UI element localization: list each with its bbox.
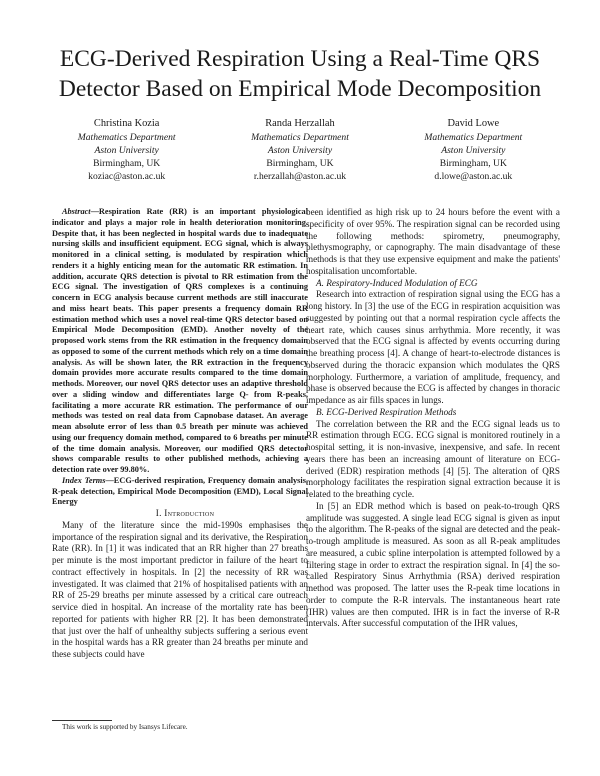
author-2	[251, 117, 349, 183]
author-email: r.herzallah@aston.ac.uk	[253, 171, 347, 182]
author-department: Mathematics Department	[77, 132, 176, 143]
footnote: This work is supported by Isansys Lifecare.	[62, 723, 188, 731]
author-email: d.lowe@aston.ac.uk	[434, 171, 513, 182]
subsection-heading-b: B. ECG-Derived Respiration Methods	[316, 406, 457, 417]
author-department: Mathematics Department	[251, 132, 349, 143]
section-title: Introduction	[164, 508, 215, 518]
left-column	[52, 207, 308, 661]
intro-paragraph: Many of the literature since the mid-1990s emphasises the importance of the respiration signal and its derivative, the Respiration Rate (RR). In [1] it was indicated that an RR higher than 27 breaths per minute is the most important predictor in failure of the heart to contract effectively in hospitals. In [2] the necessity of RR was investigated. It was claimed that 21% of hospitalised patients with an RR of 25-29 breaths per minute assessed by a critical care outreach service died in hospital. An increase of the mortality rate has been reported for patients with higher RR [2]. It has been demonstrated that just over the half of unhealthy subjects suffering a serious event in the hospital wards has a RR greater than 24 breaths per minute and these subjects could have	[52, 519, 308, 659]
author-1	[78, 117, 176, 183]
index-terms-text: —ECG-derived respiration, Frequency domain analysis, R-peak detection, Empirical Mode Decomposition (EMD), Local Signal Energy	[52, 475, 309, 507]
abstract-text: —Respiration Rate (RR) is an important physiological indicator and plays a major role in health deterioration monitoring. Despite that, it has been neglected in hospital wards due to inadequate nursing skills and insufficient equipment. ECG signal, which is always monitored in a clinical setting, is modulated by respiration which renders it a highly enticing mean for the automatic RR estimation. In addition, accurate QRS detection is pivotal to RR estimation from the ECG signal. The investigation of QRS complexes is a continuing concern in ECG analysis because current methods are still inaccurate and miss heart beats. This paper presents a frequency domain RR estimation method which uses a novel real-time QRS detector based on Empirical Mode Decomposition (EMD). Another novelty of the proposed work stems from the RR estimation in the frequency domain as opposed to some of the current methods which rely on a time domain analysis. As will be shown later, the RR extraction in the frequency domain provides more accurate results compared to the time domain methods. Moreover, our novel QRS detector uses an adaptive threshold over a sliding window and differentiates large Q- from R-peaks, facilitating a more accurate RR estimation. The performance of our methods was tested on real data from Capnobase dataset. An average mean absolute error of less than 0.5 breath per minute was achieved using our frequency domain method, compared to 6 breaths per minute of the time domain analysis. Moreover, our modified QRS detector shows comparable results to other published methods, achieving a detection rate over 99.80%.	[52, 207, 308, 474]
author-city: Birmingham, UK	[266, 158, 334, 169]
author-3	[424, 117, 522, 183]
section-heading-introduction	[52, 508, 308, 520]
right-column	[306, 207, 560, 630]
abstract	[52, 207, 308, 476]
author-university: Aston University	[94, 145, 159, 156]
author-name: David Lowe	[447, 118, 500, 129]
index-terms-label: Index Terms	[62, 475, 106, 485]
continued-paragraph: been identified as high risk up to 24 hours before the event with a specificity of over 95%. The respiration signal can be recorded using the following methods: spirometry, pneumography, plethysmography, or capnography. The main disadvantage of these methods is that they use expensive equipment and make the patients' hospitalisation uncomfortable.	[306, 207, 560, 276]
subsection-b-paragraph-2: In [5] an EDR method which is based on peak-to-trough QRS amplitude was suggested. A single lead ECG signal is given as input to the algorithm. The R-peaks of the signal are detected and the peak-to-trough amplitude is measured. As soon as all R-peak amplitudes are measured, a cubic spline interpolation is attempted followed by a filtering stage in order to extract the respiration signal. In [4] the so-called Respiratory Sinus Arrhythmia (RSA) derived respiration method was proposed. The latter uses the R-peak time locations in order to compute the R-R intervals. The instantaneous heart rate (IHR) values are then computed. IHR is in fact the inverse of R-R intervals. After successful computation of the IHR values,	[306, 500, 560, 629]
abstract-label: Abstract	[62, 207, 91, 216]
footnote-rule	[52, 720, 112, 721]
subsection-heading-a: A. Respiratory-Induced Modulation of ECG	[316, 277, 478, 288]
section-number: I.	[155, 508, 165, 518]
author-city: Birmingham, UK	[93, 158, 161, 169]
author-department: Mathematics Department	[424, 132, 523, 143]
author-university: Aston University	[441, 145, 506, 156]
paper-title: ECG-Derived Respiration Using a Real-Time QRS Detector Based on Empirical Mode Decomposition	[58, 46, 542, 102]
author-email: koziac@aston.ac.uk	[88, 171, 166, 182]
author-name: Christina Kozia	[93, 118, 160, 129]
author-block	[40, 117, 560, 183]
author-city: Birmingham, UK	[439, 158, 507, 169]
subsection-a-paragraph: Research into extraction of respiration signal using the ECG has a long history. In [3] the use of the ECG in respiration acquisition was suggested by pointing out that a normal respiration cycle affects the heart rate, which causes sinus arrhythmia. More recently, it was observed that the ECG signal is affected by events occurring during the breathing process [4]. A change of heart-to-electrode distances is observed during the thoracic expansion which modulates the QRS morphology. Furthermore, a variation of amplitude, frequency, and phase is observed because the ECG is affected by changes in thoracic impedance as air fills spaces in lungs.	[306, 289, 560, 405]
author-name: Randa Herzallah	[265, 118, 335, 129]
index-terms	[52, 476, 308, 508]
author-university: Aston University	[267, 145, 333, 156]
subsection-b-paragraph-1: The correlation between the RR and the ECG signal leads us to RR estimation through ECG. ECG signal is monitored routinely in a hospital setting, it is non-invasive, inexpensive, and safe. In recent years there has been an increasing amount of literature on ECG-derived (EDR) respiration methods [4] [5]. The alteration of QRS morphology facilitates the respiration signal extraction because it is related to the breathing cycle.	[306, 418, 560, 499]
